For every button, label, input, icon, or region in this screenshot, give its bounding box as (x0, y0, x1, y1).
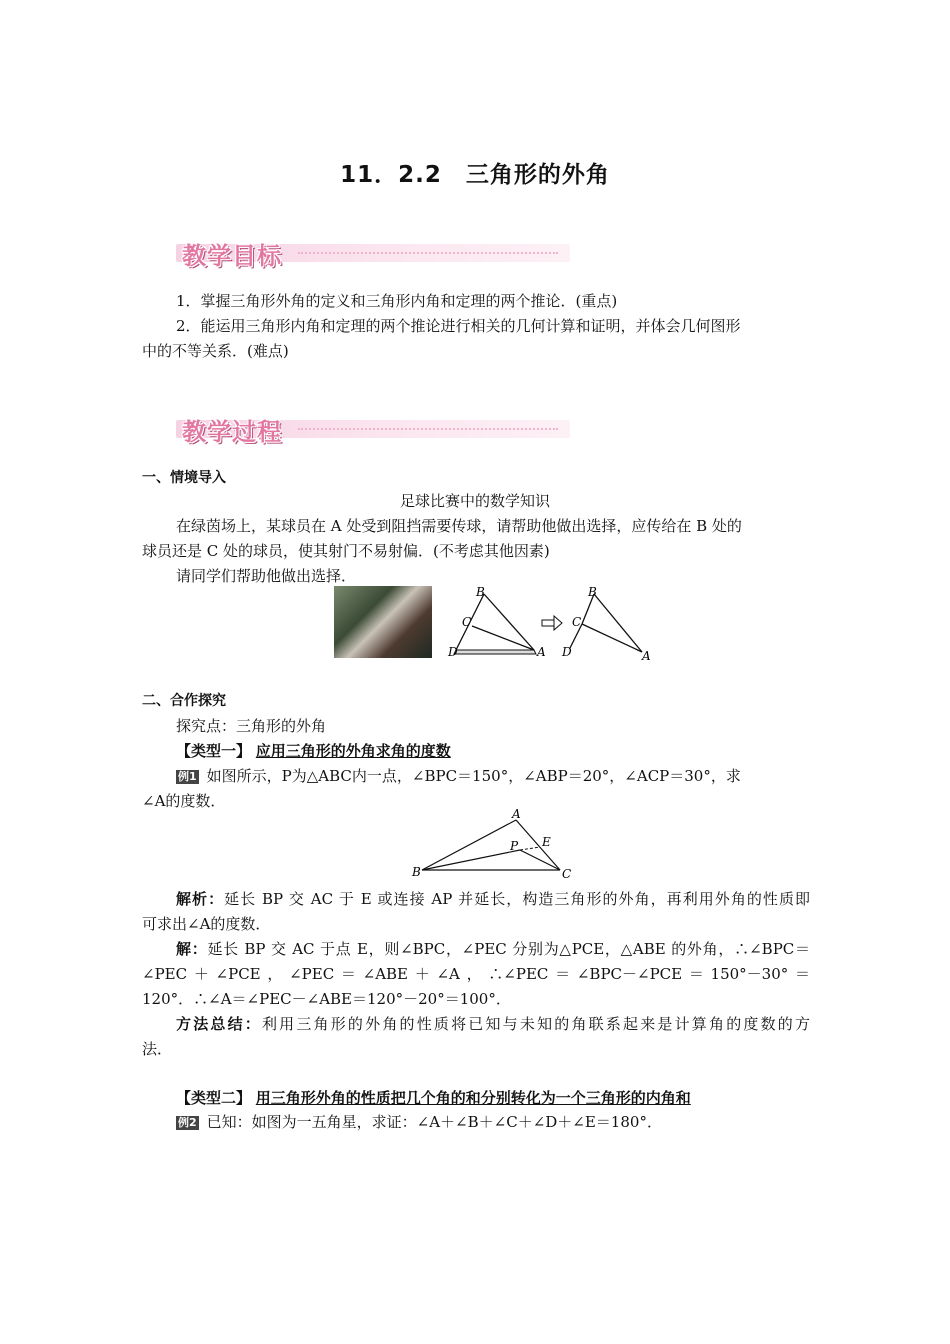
label-A: A (512, 807, 521, 821)
type2-tag: 【类型二】 (176, 1089, 252, 1107)
section-heading-2: 二、合作探究 (142, 693, 226, 709)
type1-heading (176, 739, 451, 764)
solution-line2: ∠PEC＋∠PCE，∠PEC＝∠ABE＋∠A，∴∠PEC＝∠BPC－∠PCE＝150°－30°＝ (142, 965, 810, 983)
banner-text: 教学目标 (182, 242, 282, 270)
objective-2-cont: 中的不等关系．(难点) (142, 342, 289, 360)
type1-title: 应用三角形的外角求角的度数 (255, 742, 451, 760)
soccer-photo (334, 586, 432, 658)
label-C: C (562, 867, 572, 880)
label-P: P (510, 839, 519, 853)
story-title: 足球比赛中的数学知识 (399, 492, 550, 510)
label-C: C (462, 615, 472, 629)
page-title: 11．2.2 三角形的外角 (340, 162, 610, 188)
label-E: E (542, 835, 551, 849)
type1-tag: 【类型一】 (176, 742, 252, 760)
example2-line: 例2 已知：如图为一五角星，求证：∠A＋∠B＋∠C＋∠D＋∠E＝180°． (178, 1113, 662, 1131)
method-summary-line2: 法． (142, 1040, 173, 1058)
label-B: B (412, 865, 421, 879)
banner-teaching-process (176, 412, 570, 446)
example-badge: 例1 (178, 770, 197, 783)
example-badge: 例2 (178, 1116, 197, 1129)
triangle-figure-1 (440, 586, 670, 666)
label-D: D (448, 645, 458, 659)
type2-title: 用三角形外角的性质把几个角的和分别转化为一个三角形的内角和 (255, 1089, 691, 1107)
objective-1: 1．掌握三角形外角的定义和三角形内角和定理的两个推论．(重点) (176, 292, 618, 310)
label-B: B (476, 586, 485, 599)
banner-text: 教学过程 (182, 418, 282, 446)
type2-heading (176, 1086, 691, 1111)
label-B: B (588, 586, 597, 599)
analysis-line1: 解析：延长 BP 交 AC 于 E 或连接 AP 并延长，构造三角形的外角，再利用外角的性质即 (176, 890, 810, 908)
label-A: A (537, 645, 546, 659)
section-heading-1: 一、情境导入 (142, 470, 226, 486)
label-C: C (572, 615, 582, 629)
label-D: D (562, 645, 572, 659)
method-summary-line1: 方法总结：利用三角形的外角的性质将已知与未知的角联系起来是计算角的度数的方 (176, 1015, 810, 1033)
story-para-2: 请同学们帮助他做出选择． (176, 567, 357, 585)
example1-line1: 例1 如图所示，P为△ABC内一点，∠BPC＝150°，∠ABP＝20°，∠ACP＝30°，求 (178, 767, 741, 785)
banner-teaching-goals (176, 236, 570, 270)
label-A: A (642, 649, 651, 663)
objective-2: 2．能运用三角形内角和定理的两个推论进行相关的几何计算和证明，并体会几何图形 (176, 317, 741, 335)
story-para-1-cont: 球员还是 C 处的球员，使其射门不易射偏．(不考虑其他因素) (142, 542, 550, 560)
solution-line1: 解：延长 BP 交 AC 于点 E，则∠BPC，∠PEC 分别为△PCE，△ABE 的外角，∴∠BPC＝ (176, 940, 810, 958)
right-arrow-icon (542, 616, 562, 630)
analysis-line2: 可求出∠A的度数． (142, 915, 271, 933)
example1-line2: ∠A的度数． (142, 792, 226, 810)
explore-point: 探究点：三角形的外角 (176, 717, 327, 735)
solution-line3: 120°．∴∠A＝∠PEC－∠ABE＝120°－20°＝100°． (142, 990, 511, 1008)
story-para-1: 在绿茵场上，某球员在 A 处受到阻挡需要传球，请帮助他做出选择，应传给在 B 处的 (176, 517, 742, 535)
triangle-figure-2 (410, 806, 580, 880)
